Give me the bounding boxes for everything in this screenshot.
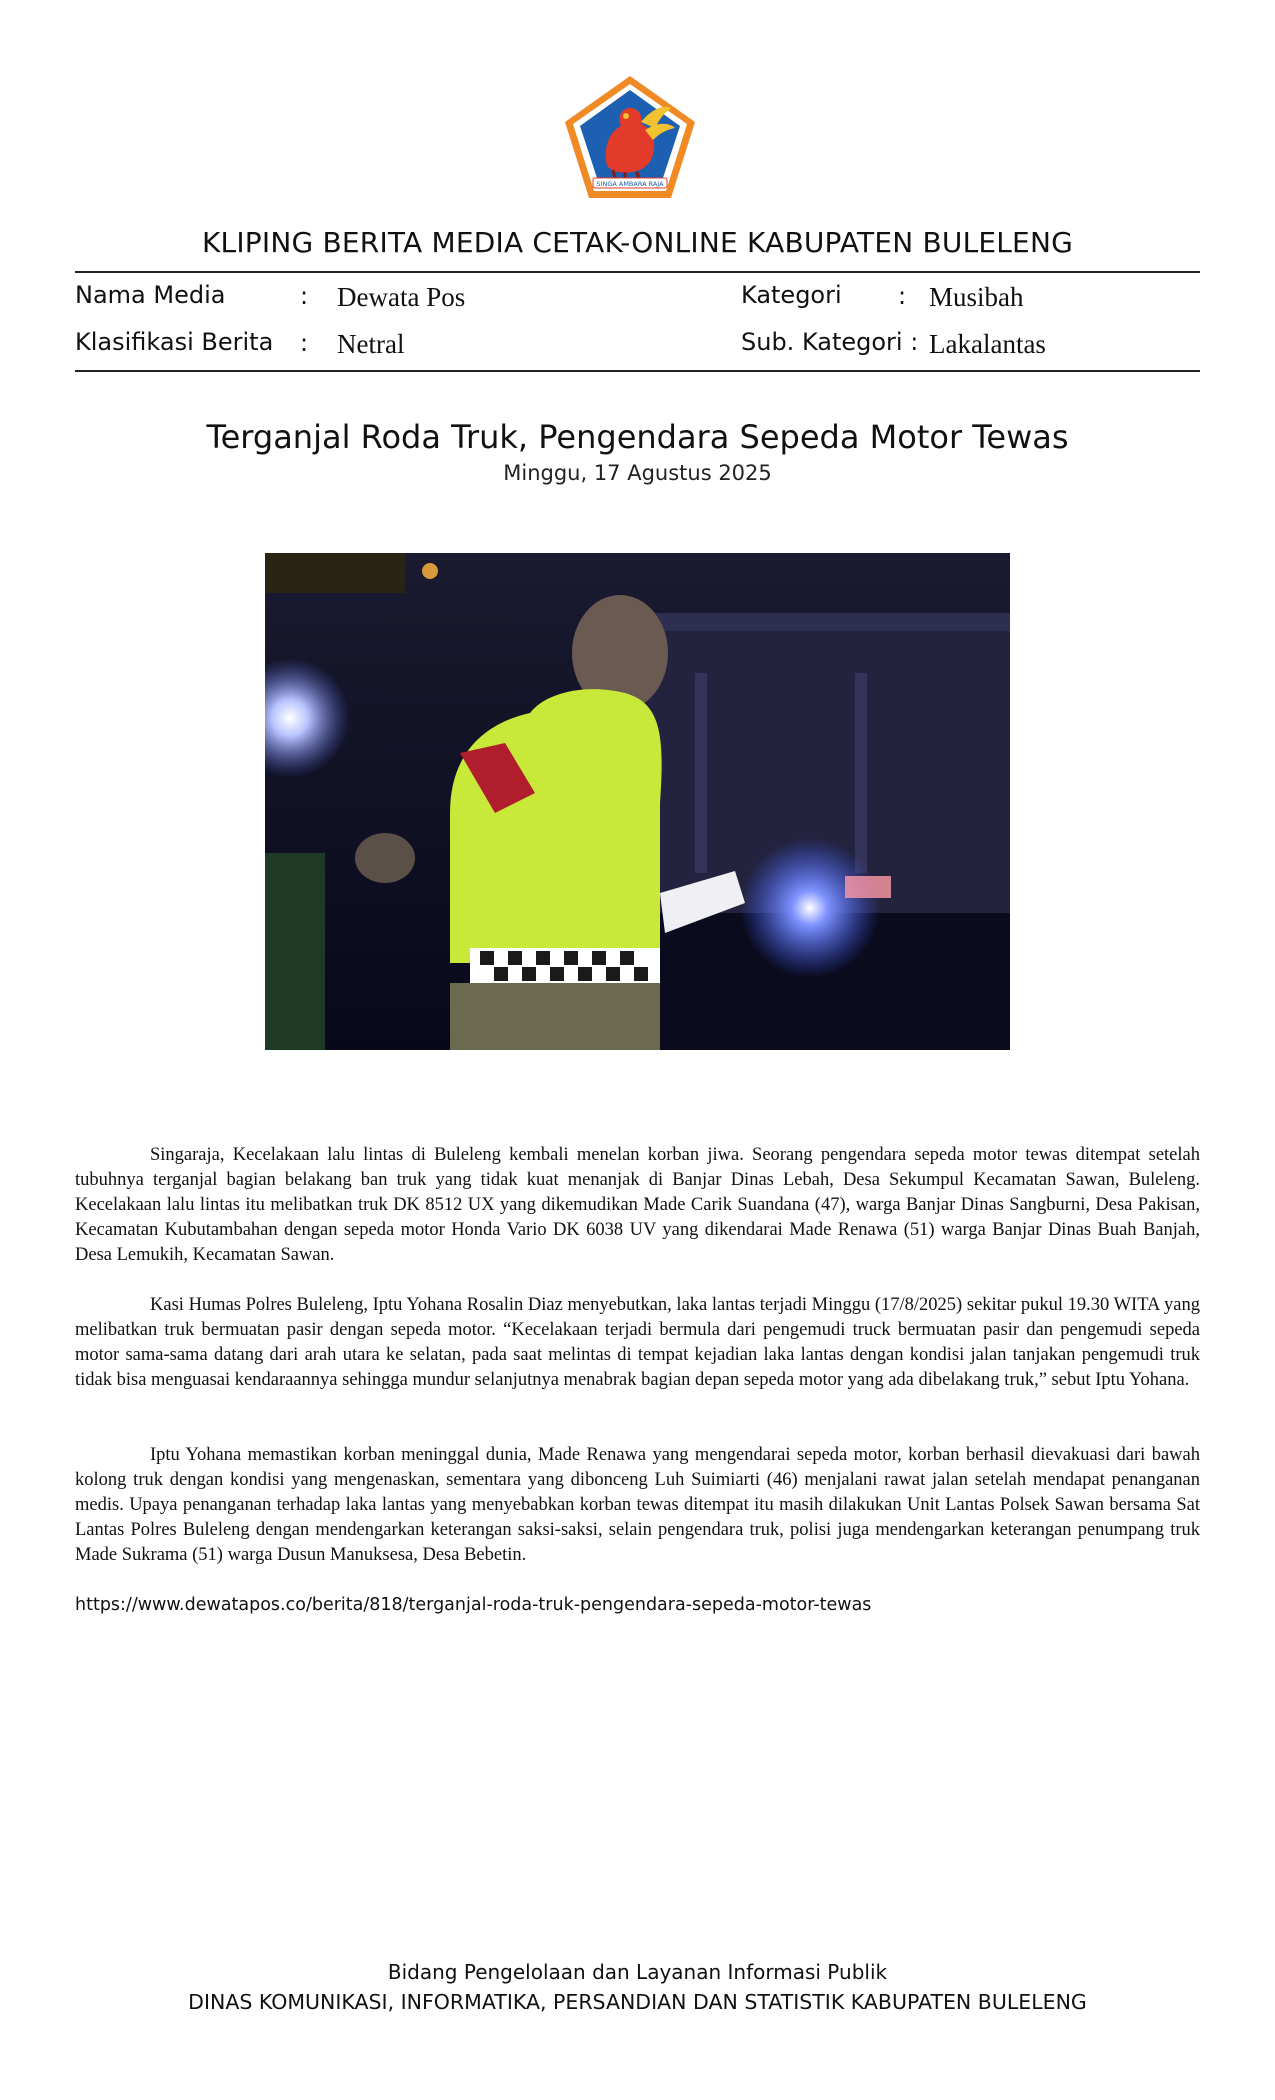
media-name-value: Dewata Pos: [337, 282, 466, 312]
classification-value: Netral: [337, 329, 405, 359]
header-divider-top: [75, 271, 1200, 273]
article-paragraph-3: [75, 1443, 1200, 1568]
footer-department: Bidang Pengelolaan dan Layanan Informasi Publik: [387, 1960, 888, 1984]
paragraph-text: Iptu Yohana memastikan korban meninggal dunia, Made Renawa yang mengendarai sepeda motor, korban berhasil dievakuasi dari bawah kolong truk dengan kondisi yang mengenaskan, sementara yang dibonceng Luh Suimiarti (46) menjalani rawat jalan setelah mendapat penanganan medis. Upaya penanganan terhadap laka lantas yang menyebabkan korban tewas ditempat itu masih dilakukan Unit Lantas Polsek Sawan bersama Sat Lantas Polres Buleleng dengan mendengarkan keterangan saksi-saksi, selain pengendara truk, polisi juga mendengarkan keterangan penumpang truk Made Sukrama (51) warga Dusun Manuksesa, Desa Bebetin.: [75, 1445, 1200, 1565]
article-photo: [265, 553, 1010, 1050]
regency-seal-logo: [563, 74, 697, 200]
subcategory-label: Sub. Kategori :: [741, 328, 919, 356]
article-paragraph-2: [75, 1293, 1200, 1393]
article-paragraph-1: [75, 1143, 1200, 1268]
subcategory-value: Lakalantas: [929, 329, 1046, 359]
document-title: KLIPING BERITA MEDIA CETAK-ONLINE KABUPATEN BULELENG: [201, 226, 1073, 259]
media-name-label: Nama Media: [75, 281, 226, 309]
footer-agency: DINAS KOMUNIKASI, INFORMATIKA, PERSANDIAN DAN STATISTIK KABUPATEN BULELENG: [188, 1990, 1087, 2014]
article-headline: Terganjal Roda Truk, Pengendara Sepeda Motor Tewas: [206, 418, 1069, 456]
classification-label: Klasifikasi Berita: [75, 328, 274, 356]
category-colon: :: [898, 282, 907, 310]
seal-motto: SINGA AMBARA RAJA: [596, 180, 664, 188]
category-value: Musibah: [929, 282, 1024, 312]
source-url-link[interactable]: https://www.dewatapos.co/berita/818/terganjal-roda-truk-pengendara-sepeda-motor-tewas: [75, 1595, 872, 1615]
paragraph-text: Singaraja, Kecelakaan lalu lintas di Buleleng kembali menelan korban jiwa. Seorang pengendara sepeda motor tewas ditempat setelah tubuhnya terganjal bagian belakang ban truk yang tidak kuat menanjak di Banjar Dinas Lebah, Desa Sekumpul Kecamatan Sawan, Buleleng. Kecelakaan lalu lintas itu melibatkan truk DK 8512 UX yang dikemudikan Made Carik Suandana (47), warga Banjar Dinas Sangburni, Desa Pakisan, Kecamatan Kubutambahan dengan sepeda motor Honda Vario DK 6038 UV yang dikendarai Made Renawa (51) warga Banjar Dinas Buah Banjah, Desa Lemukih, Kecamatan Sawan.: [75, 1145, 1200, 1265]
category-label: Kategori: [741, 281, 842, 309]
classification-colon: :: [300, 329, 309, 357]
article-date: Minggu, 17 Agustus 2025: [503, 461, 772, 485]
night-accident-scene-image: [265, 553, 1010, 1050]
media-name-colon: :: [300, 282, 309, 310]
header-divider-bottom: [75, 370, 1200, 372]
paragraph-text: Kasi Humas Polres Buleleng, Iptu Yohana Rosalin Diaz menyebutkan, laka lantas terjadi Minggu (17/8/2025) sekitar pukul 19.30 WITA yang melibatkan truk bermuatan pasir dengan sepeda motor. “Kecelakaan terjadi bermula dari pengemudi truck bermuatan pasir dan pengemudi sepeda motor sama-sama datang dari arah utara ke selatan, pada saat melintas di tempat kejadian laka lantas dengan kondisi jalan tanjakan pengemudi truk tidak bisa menguasai kendaraannya sehingga mundur selanjutnya menabrak bagian depan sepeda motor yang ada dibelakang truk,” sebut Iptu Yohana.: [75, 1295, 1200, 1390]
